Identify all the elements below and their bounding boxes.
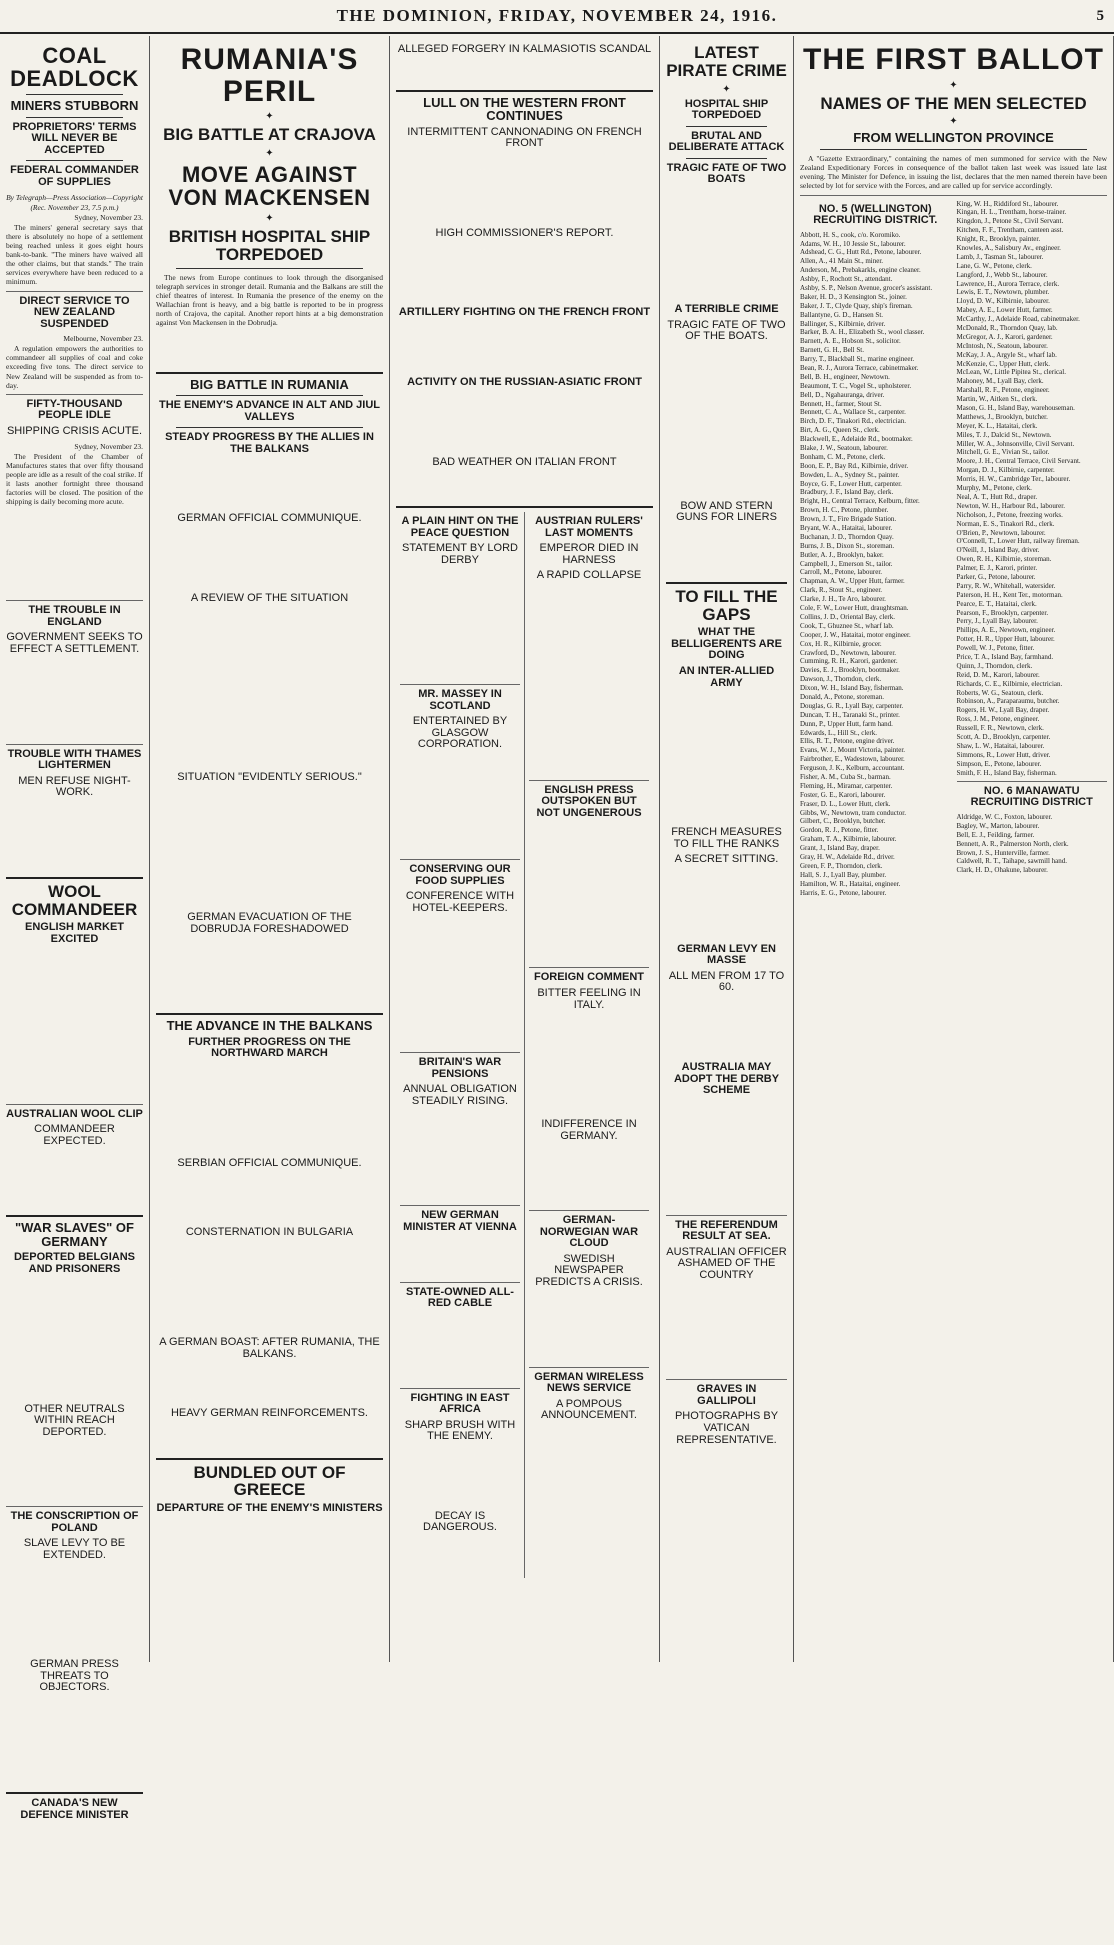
ballot-name-entry: Bennett, C. A., Wallace St., carpenter. (800, 408, 906, 417)
column-rumania: RUMANIA'S PERIL ✦ BIG BATTLE AT CRAJOVA ✦ MOVE AGAINST VON MACKENSEN ✦ BRITISH HOSPITAL SHIP TORPEDOED The news from Europe continues to look through the disorganised telegraph services in stronger detail. Rumania and the Balkans are still the chief theatres of interest. In Rumania the presence of the enemy on the Wallachian front is heavy, and a big battle is reported to be in progress north of Crajova, the capital. Another report hints at a big demonstration against Von Mackensen in the Dobrudja. BIG BATTLE IN RUMANIA THE ENEMY'S ADVANCE IN ALT AND JIUL VALLEYS STEADY PROGRESS BY THE ALLIES IN THE BALKANS GERMAN OFFICIAL COMMUNIQUE. A REVIEW OF THE SITUATION SITUATION "EVIDENTLY SERIOUS." GERMAN EVACUATION OF THE DOBRUDJA FORESHADOWED THE ADVANCE IN THE BALKANS FURTHER PROGRESS ON THE NORTHWARD MARCH SERBIAN OFFICIAL COMMUNIQUE. CONSTERNATION IN BULGARIA A GERMAN BOAST: AFTER RUMANIA, THE BALKANS. HEAVY GERMAN REINFORCEMENTS. BUNDLED OUT OF GREECE DEPARTURE OF THE ENEMY'S MINISTERS (150, 36, 390, 1662)
ballot-name-entry: Donald, A., Petone, storeman. (800, 692, 884, 701)
names-list-right (957, 200, 1108, 777)
ballot-name-entry: Hall, S. J., Lyall Bay, plumber. (800, 870, 887, 879)
ballot-name-entry: Cook, T., Ghuznee St., wharf lab. (800, 621, 894, 630)
ballot-name-entry: Phillips, A. E., Newtown, engineer. (956, 626, 1056, 635)
ballot-name-entry: Gilbert, C., Brooklyn, butcher. (800, 817, 886, 826)
ballot-name-entry: Grant, J., Island Bay, draper. (800, 844, 880, 853)
ballot-name-entry: Marshall, R. F., Petone, engineer. (956, 386, 1050, 395)
ballot-name-entry: Powell, W. J., Petone, fitter. (956, 644, 1035, 653)
ballot-name-entry: Simpson, E., Petone, labourer. (956, 759, 1042, 768)
ballot-name-entry: Miles, T. J., Dalcid St., Newtown. (956, 430, 1052, 439)
ballot-name-entry: Price, T. A., Island Bay, farmhand. (956, 652, 1054, 661)
ballot-name-entry: McKay, J. A., Argyle St., wharf lab. (956, 350, 1057, 359)
ballot-name-entry: O'Neill, J., Island Bay, driver. (956, 546, 1040, 555)
ballot-name-entry: Hamilton, W. R., Hataitai, engineer. (800, 879, 901, 888)
ballot-name-entry: Perry, J., Lyall Bay, labourer. (956, 617, 1038, 626)
ballot-name-entry: Bowden, L. A., Sydney St., painter. (800, 470, 900, 479)
ballot-name-entry: Ballantyne, G. D., Hansen St. (800, 310, 884, 319)
ballot-name-entry: Owen, R. H., Kilbirnie, storeman. (956, 555, 1052, 564)
subhead-federal: FEDERAL COMMANDER OF SUPPLIES (10, 164, 139, 189)
ballot-name-entry: Carroll, M., Petone, labourer. (800, 568, 883, 577)
ballot-name-entry: Pearson, F., Brooklyn, carpenter. (956, 608, 1049, 617)
ballot-name-entry: Adams, W. H., 10 Jessie St., labourer. (800, 239, 906, 248)
ballot-name-entry: Graham, T. A., Kilbirnie, labourer. (800, 835, 897, 844)
ballot-name-entry: Mason, G. H., Island Bay, warehouseman. (956, 404, 1075, 413)
ballot-name-entry: McCarthy, J., Adelaide Road, cabinetmaker. (956, 315, 1080, 324)
headline-coal-deadlock: COAL DEADLOCK (10, 43, 139, 92)
ballot-name-entry: Fisher, A. M., Cuba St., barman. (800, 772, 891, 781)
ballot-name-entry: Scott, A. D., Brooklyn, carpenter. (956, 732, 1051, 741)
ballot-name-entry: Campbell, J., Emerson St., tailor. (800, 559, 893, 568)
ballot-name-entry: Barnett, A. E., Hobson St., solicitor. (800, 337, 901, 346)
ballot-name-entry: Butler, A. J., Brooklyn, baker. (800, 550, 884, 559)
ballot-name-entry: Baker, H. D., 3 Kensington St., joiner. (800, 292, 907, 301)
ballot-name-entry: Blackwell, E., Adelaide Rd., bootmaker. (800, 435, 913, 444)
ballot-name-entry: Lloyd, D. W., Kilbirnie, labourer. (956, 297, 1050, 306)
ballot-name-entry: Kitchen, F. F., Trentham, canteen asst. (956, 226, 1064, 235)
headline-wool: WOOL COMMANDEER (11, 881, 138, 919)
ballot-name-entry: Matthews, J., Brooklyn, butcher. (956, 412, 1048, 421)
subhead-miners: MINERS STUBBORN (10, 98, 139, 114)
ballot-name-entry: Bradbury, J. F., Island Bay, clerk. (800, 488, 894, 497)
ballot-name-entry: Green, F. P., Thorndon, clerk. (800, 861, 883, 870)
ballot-name-entry: Chapman, A. W., Upper Hutt, farmer. (800, 577, 905, 586)
ballot-name-entry: Abbott, H. S., cook, c/o. Koromiko. (800, 230, 901, 239)
ballot-name-entry: Martin, W., Aitken St., clerk. (956, 395, 1038, 404)
masthead (0, 0, 1114, 34)
sub-columns: A PLAIN HINT ON THE PEACE QUESTION STATEMENT BY LORD DERBY MR. MASSEY IN SCOTLAND ENTERTAINED BY GLASGOW CORPORATION. CONSERVING OUR FOOD SUPPLIES CONFERENCE WITH HOTEL-KEEPERS. BRITAIN'S WAR PENSIONS ANNUAL OBLIGATION STEADILY RISING. NEW GERMAN MINISTER AT VIENNA STATE-OWNED ALL-RED CABLE FIGHTING IN EAST AFRICA SHARP BRUSH WITH THE ENEMY. DECAY IS DANGEROUS. AUSTRIAN RULERS' LAST MOMENTS EMPEROR DIED IN HARNESS A RAPID COLLAPSE ENGLISH PRESS OUTSPOKEN BUT NOT UNGENEROUS FOREIGN COMMENT BITTER FEELING IN ITALY. INDIFFERENCE IN GERMANY. GERMAN-NORWEGIAN WAR CLOUD SWEDISH NEWSPAPER PREDICTS A CRISIS. GERMAN WIRELESS NEWS SERVICE A POMPOUS ANNOUNCEMENT. (396, 512, 653, 1578)
ballot-name-entry: Ellis, R. T., Petone, engine driver. (800, 737, 895, 746)
ballot-name-entry: Bonham, C. M., Petone, clerk. (800, 452, 886, 461)
ballot-name-entry: Boyce, G. F., Lower Hutt, carpenter. (800, 479, 902, 488)
headline-first-ballot: THE FIRST BALLOT (803, 43, 1104, 76)
ballot-name-entry: Ballinger, S., Kilbirnie, driver. (800, 319, 886, 328)
ballot-name-entry: Simmons, R., Lower Hutt, driver. (956, 750, 1051, 759)
ballot-name-entry: Aldridge, W. C., Foxton, labourer. (956, 813, 1053, 822)
ballot-name-entry: Mabey, A. E., Lower Hutt, farmer. (956, 306, 1053, 315)
ballot-name-entry: Bean, R. J., Aurora Terrace, cabinetmaker. (800, 364, 919, 372)
ballot-name-entry: Fairbrother, E., Wadestown, labourer. (800, 755, 905, 764)
ballot-name-entry: Baker, J. T., Clyde Quay, ship's fireman. (800, 301, 913, 310)
column-pirate-crime: LATEST PIRATE CRIME ✦ HOSPITAL SHIP TORPEDOED BRUTAL AND DELIBERATE ATTACK TRAGIC FATE OF TWO BOATS A TERRIBLE CRIME TRAGIC FATE OF TWO OF THE BOATS. BOW AND STERN GUNS FOR LINERS TO FILL THE GAPS WHAT THE BELLIGERENTS ARE DOING AN INTER-ALLIED ARMY FRENCH MEASURES TO FILL THE RANKS A SECRET SITTING. GERMAN LEVY EN MASSE ALL MEN FROM 17 TO 60. AUSTRALIA MAY ADOPT THE DERBY SCHEME THE REFERENDUM RESULT AT SEA. AUSTRALIAN OFFICER ASHAMED OF THE COUNTRY GRAVES IN GALLIPOLI PHOTOGRAPHS BY VATICAN REPRESENTATIVE. (660, 36, 794, 1662)
names-list-left (800, 231, 951, 897)
ballot-name-entry: Richards, C. E., Kilbirnie, electrician. (956, 679, 1063, 688)
ballot-name-entry: Anderson, M., Prebakarkls, engine cleaner. (800, 266, 921, 275)
ballot-name-entry: Douglas, G. R., Lyall Bay, carpenter. (800, 701, 904, 710)
ballot-name-entry: Gordon, R. J., Petone, fitter. (800, 826, 879, 835)
ballot-name-entry: King, W. H., Riddiford St., labourer. (956, 199, 1059, 208)
ballot-name-entry: Reid, D. M., Karori, labourer. (956, 670, 1040, 679)
page-number: 5 (1096, 8, 1104, 24)
ballot-name-entry: Buchanan, J. D., Thorndon Quay. (800, 532, 894, 541)
ballot-name-entry: Pearce, E. T., Hataitai, clerk. (956, 599, 1037, 608)
ballot-name-entry: Dixon, W. H., Island Bay, fisherman. (800, 684, 904, 693)
ballot-name-entry: Birch, D. F., Tinakori Rd., electrician. (800, 417, 906, 426)
ballot-name-entry: Ashby, S. P., Nelson Avenue, grocer's assistant. (800, 283, 933, 292)
ballot-name-entry: Miller, W. A., Johnsonville, Civil Servant. (956, 439, 1075, 448)
ballot-name-entry: Russell, F. R., Newtown, clerk. (956, 724, 1044, 733)
column-western-front: ALLEGED FORGERY IN KALMASIOTIS SCANDAL LULL ON THE WESTERN FRONT CONTINUES INTERMITTENT CANNONADING ON FRENCH FRONT HIGH COMMISSIONER'S REPORT. ARTILLERY FIGHTING ON THE FRENCH FRONT ACTIVITY ON THE RUSSIAN-ASIATIC FRONT BAD WEATHER ON ITALIAN FRONT A PLAIN HINT ON THE PEACE QUESTION STATEMENT BY LORD DERBY MR. MASSEY IN SCOTLAND ENTERTAINED BY GLASGOW CORPORATION. CONSERVING OUR FOOD SUPPLIES CONFERENCE WITH HOTEL-KEEPERS. BRITAIN'S WAR PENSIONS ANNUAL OBLIGATION STEADILY RISING. NEW GERMAN MINISTER AT VIENNA STATE-OWNED ALL-RED CABLE FIGHTING IN EAST AFRICA SHARP BRUSH WITH THE ENEMY. DECAY IS DANGEROUS. AUSTRIAN RULERS' LAST MOMENTS EMPEROR DIED IN HARNESS A RAPID COLLAPSE ENGLISH PRESS OUTSPOKEN BUT NOT UNGENEROUS FOREIGN COMMENT BITTER FEELING IN ITALY. INDIFFERENCE IN GERMANY. GERMAN-NORWEGIAN WAR CLOUD SWEDISH NEWSPAPER PREDICTS A CRISIS. GERMAN WIRELESS NEWS SERVICE A POMPOUS ANNOUNCEMENT. (390, 36, 660, 1662)
ballot-name-entry: Lane, G. W., Petone, clerk. (956, 261, 1032, 270)
ballot-name-entry: Adshead, C. G., Hutt Rd., Petone, labourer. (800, 248, 922, 257)
ballot-name-entry: Robinson, A., Paraparaumu, butcher. (956, 697, 1060, 706)
ballot-name-entry: Burns, J. B., Dixon St., storeman. (800, 541, 895, 550)
ballot-name-entry: Lamb, J., Tasman St., labourer. (956, 252, 1044, 261)
ballot-name-entry: Bell, D., Ngahauranga, driver. (800, 390, 885, 399)
ballot-name-entry: Collins, J. D., Oriental Bay, clerk. (800, 612, 896, 621)
ballot-name-entry: Brown, J. S., Hunterville, farmer. (956, 848, 1050, 857)
ballot-name-entry: Bennett, H., farmer, Stout St. (800, 399, 882, 408)
ballot-name-entry: Dunn, P., Upper Hutt, farm hand. (800, 719, 893, 728)
ballot-name-entry: Ashby, F., Rochott St., attendant. (800, 275, 893, 284)
ballot-name-entry: McDonald, R., Thorndon Quay, lab. (956, 324, 1058, 333)
ballot-name-entry: Foster, G. E., Karori, labourer. (800, 790, 886, 799)
column-first-ballot: THE FIRST BALLOT ✦ NAMES OF THE MEN SELECTED ✦ FROM WELLINGTON PROVINCE A "Gazette Extraordinary," containing the names of men summoned for service with the New Zealand Expeditionary Forces in consequence of the ballot taken last week was issued late last evening. The Minister for Defence, in issuing the list, declares that the men named therein have been selected by lot for service with the Forces, and are called up for service accordingly. NO. 5 (WELLINGTON) RECRUITING DISTRICT. Abbott, H. S., cook, c/o. Koromiko. Adams, W. H., 10 Jessie St., labourer. Adshead, C. G., Hutt Rd., Petone, labourer. Allen, A., 41 Main St., miner. Anderson, M., Prebakarkls, engine cleaner. Ashby, F., Rochott St., attendant. Ashby, S. P., Nelson Avenue, grocer's assistant. Baker, H. D., 3 Kensington St., joiner. Baker, J. T., Clyde Quay, ship's fireman. Ballantyne, G. D., Hansen St. Ballinger, S., Kilbirnie, driver. Barker, B. A. H., Elizabeth St., wool classer. Barnett, A. E., Hobson St., solicitor. Barnett, G. H., Bell St. Barry, T., Blackball St., marine engineer. Bean, R. J., Aurora Terrace, cabinetmaker. Bell, B. H., engineer, Newtown. Beaumont, T. C., Vogel St., upholsterer. Bell, D., Ngahauranga, driver. Bennett, H., farmer, Stout St. Bennett, C. A., Wallace St., carpenter. Birch, D. F., Tinakori Rd., electrician. Birt, A. G., Queen St., clerk. Blackwell, E., Adelaide Rd., bootmaker. Blake, J. W., Seatoun, labourer. Bonham, C. M., Petone, clerk. Boon, E. P., Bay Rd., Kilbirnie, driver. Bowden, L. A., Sydney St., painter. Boyce, G. F., Lower Hutt, carpenter. Bradbury, J. F., Island Bay, clerk. Bright, H., Central Terrace, Kelburn, fitter. Brown, H. C., Petone, plumber. Brown, J. T., Fire Brigade Station. Bryant, W. A., Hataitai, labourer. Buchanan, J. D., Thorndon Quay. Burns, J. B., Dixon St., storeman. Butler, A. J., Brooklyn, baker. Campbell, J., Emerson St., tailor. Carroll, M., Petone, labourer. Chapman, A. W., Upper Hutt, farmer. Clark, R., Stout St., engineer. Clarke, J. H., Te Aro, labourer. Cole, F. W., Lower Hutt, draughtsman. Collins, J. D., Oriental Bay, clerk. Cook, T., Ghuznee St., wharf lab. Cooper, J. W., Hataitai, motor engineer. Cox, H. R., Kilbirnie, grocer. Crawford, D., Newtown, labourer. Cumming, R. H., Karori, gardener. Davies, E. J., Brooklyn, bootmaker. Dawson, J., Thorndon, clerk. Dixon, W. H., Island Bay, fisherman. Donald, A., Petone, storeman. Douglas, G. R., Lyall Bay, carpenter. Duncan, T. H., Taranaki St., printer. Dunn, P., Upper Hutt, farm hand. Edwards, L., Hill St., clerk. Ellis, R. T., Petone, engine driver. Evans, W. J., Mount Victoria, painter. Fairbrother, E., Wadestown, labourer. Ferguson, J. K., Kelburn, accountant. Fisher, A. M., Cuba St., barman. Fleming, H., Miramar, carpenter. Foster, G. E., Karori, labourer. Fraser, D. L., Lower Hutt, clerk. Gibbs, W., Newtown, tram conductor. Gilbert, C., Brooklyn, butcher. Gordon, R. J., Petone, fitter. Graham, T. A., Kilbirnie, labourer. Grant, J., Island Bay, draper. Gray, H. W., Adelaide Rd., driver. Green, F. P., Thorndon, clerk. Hall, S. J., Lyall Bay, plumber. Hamilton, W. R., Hataitai, engineer. Harris, E. G., Petone, labourer. King, W. H., Riddiford St., labourer. Kingan, H. L., Trentham, horse-trainer. Kingdon, J., Petone St., Civil Servant. Kitchen, F. F., Trentham, canteen asst. Knight, R., Brooklyn, painter. Knowles, A., Salisbury Av., engineer. Lamb, J., Tasman St., labourer. Lane, G. W., Petone, clerk. Langford, J., Webb St., labourer. Lawrence, H., Aurora Terrace, clerk. Lewis, E. T., Newtown, plumber. Lloyd, D. W., Kilbirnie, labourer. Mabey, A. E., Lower Hutt, farmer. McCarthy, J., Adelaide Road, cabinetmaker. McDonald, R., Thorndon Quay, lab. McGregor, A. J., Karori, gardener. McIntosh, N., Seatoun, labourer. McKay, J. A., Argyle St., wharf lab. McKenzie, C., Upper Hutt, clerk. McLean, W., Little Pipitea St., clerical. Mahoney, M., Lyall Bay, clerk. Marshall, R. F., Petone, engineer. Martin, W., Aitken St., clerk. Mason, G. H., Island Bay, warehouseman. Matthews, J., Brooklyn, butcher. Meyer, K. L., Hataitai, clerk. Miles, T. J., Dalcid St., Newtown. Miller, W. A., Johnsonville, Civil Servant. Mitchell, G. E., Vivian St., tailor. Moore, J. H., Central Terrace, Civil Servant. Morgan, D. J., Kilbirnie, carpenter. Morris, H. W., Cambridge Ter., labourer. Murphy, M., Petone, clerk. Neal, A. T., Hutt Rd., draper. Newton, W. H., Harbour Rd., labourer. Nicholson, J., Petone, freezing works. Norman, E. S., Tinakori Rd., clerk. O'Brien, P., Newtown, labourer. O'Connell, T., Lower Hutt, railway fireman. O'Neill, J., Island Bay, driver. Owen, R. H., Kilbirnie, storeman. Palmer, E. J., Karori, printer. Parker, G., Petone, labourer. Parry, R. W., Whitehall, watersider. Paterson, H. H., Kent Ter., motorman. Pearce, E. T., Hataitai, clerk. Pearson, F., Brooklyn, carpenter. Perry, J., Lyall Bay, labourer. Phillips, A. E., Newtown, engineer. Potter, H. R., Upper Hutt, labourer. Powell, W. J., Petone, fitter. Price, T. A., Island Bay, farmhand. Quinn, J., Thorndon, clerk. Reid, D. M., Karori, labourer. Richards, C. E., Kilbirnie, electrician. Roberts, W. G., Seatoun, clerk. Robinson, A., Paraparaumu, butcher. Rogers, H. W., Lyall Bay, draper. Ross, J. M., Petone, engineer. Russell, F. R., Newtown, clerk. Scott, A. D., Brooklyn, carpenter. Shaw, L. W., Hataitai, labourer. Simmons, R., Lower Hutt, driver. Simpson, E., Petone, labourer. Smith, F. H., Island Bay, fisherman. NO. 6 MANAWATU RECRUITING DISTRICT Aldridge, W. C., Foxton, labourer. Bagley, W., Marton, labourer. Bell, E. J., Feilding, farmer. Bennett, A. R., Palmerston North, clerk. Brown, J. S., Hunterville, farmer. Caldwell, R. T., Taihape, sawmill hand. Clark, H. D., Ohakune, labourer. (794, 36, 1114, 1662)
ballot-name-entry: Ross, J. M., Petone, engineer. (956, 715, 1040, 724)
ballot-name-entry: Mahoney, M., Lyall Bay, clerk. (956, 377, 1044, 386)
ballot-name-entry: McIntosh, N., Seatoun, labourer. (956, 341, 1048, 350)
ballot-name-entry: Neal, A. T., Hutt Rd., draper. (956, 492, 1038, 501)
ballot-name-entry: Brown, J. T., Fire Brigade Station. (800, 515, 897, 524)
ballot-name-entry: Mitchell, G. E., Vivian St., tailor. (956, 448, 1050, 457)
column-coal-deadlock: COAL DEADLOCK MINERS STUBBORN PROPRIETORS' TERMS WILL NEVER BE ACCEPTED FEDERAL COMMANDER OF SUPPLIES By Telegraph—Press Association—Copyright (Rec. November 23, 7.5 p.m.) Sydney, November 23. The miners' general secretary says that there is absolutely no hope of a settlement being reached unless it goes eight hours bank-to-bank. "The miners have waived all the other claims, but that stands." The train services everywhere have been reduced to a minimum. DIRECT SERVICE TO NEW ZEALAND SUSPENDED Melbourne, November 23. A regulation empowers the authorities to commandeer all supplies of coal and coke exceeding five tons. The direct service to New Zealand will be suspended as from to-day. FIFTY-THOUSAND PEOPLE IDLE SHIPPING CRISIS ACUTE. Sydney, November 23. The President of the Chamber of Manufactures states that over fifty thousand people are idle as a result of the coal strike. If it lasts another fortnight three thousand factories will be closed. The position of the shipping is daily becoming more acute. THE TROUBLE IN ENGLAND GOVERNMENT SEEKS TO EFFECT A SETTLEMENT. TROUBLE WITH THAMES LIGHTERMEN MEN REFUSE NIGHT-WORK. WOOL COMMANDEER ENGLISH MARKET EXCITED AUSTRALIAN WOOL CLIP COMMANDEER EXPECTED. "WAR SLAVES" OF GERMANY DEPORTED BELGIANS AND PRISONERS OTHER NEUTRALS WITHIN REACH DEPORTED. THE CONSCRIPTION OF POLAND SLAVE LEVY TO BE EXTENDED. GERMAN PRESS THREATS TO OBJECTORS. CANADA'S NEW DEFENCE MINISTER (0, 36, 150, 1662)
ballot-name-entry: Barnett, G. H., Bell St. (800, 346, 864, 355)
article-text: The miners' general secretary says that there is absolutely no hope of a settlement being reached unless it goes eight hours bank-to-bank. "The miners have waived all the other claims, but that stands." The train services everywhere have been reduced to a minimum. (6, 222, 143, 287)
ballot-name-entry: Bennett, A. R., Palmerston North, clerk. (956, 839, 1069, 848)
ballot-name-entry: Shaw, L. W., Hataitai, labourer. (956, 741, 1045, 750)
ballot-name-entry: Crawford, D., Newtown, labourer. (800, 648, 897, 657)
ballot-name-entry: Murphy, M., Petone, clerk. (956, 484, 1032, 493)
ballot-name-entry: Barker, B. A. H., Elizabeth St., wool classer. (800, 328, 925, 337)
ballot-name-entry: Ferguson, J. K., Kelburn, accountant. (800, 764, 905, 773)
ballot-name-entry: Edwards, L., Hill St., clerk. (800, 728, 877, 737)
ballot-name-entry: Norman, E. S., Tinakori Rd., clerk. (956, 519, 1055, 528)
ballot-name-entry: Cole, F. W., Lower Hutt, draughtsman. (800, 604, 909, 613)
headline-rumania: RUMANIA'S PERIL (180, 43, 359, 108)
ballot-name-entry: McKenzie, C., Upper Hutt, clerk. (956, 359, 1050, 368)
ballot-name-entry: Evans, W. J., Mount Victoria, painter. (800, 746, 906, 755)
ballot-name-entry: Knight, R., Brooklyn, painter. (956, 235, 1041, 244)
ballot-name-entry: Clark, H. D., Ohakune, labourer. (956, 866, 1048, 875)
ballot-name-entry: Clark, R., Stout St., engineer. (800, 586, 883, 595)
ballot-name-entry: McGregor, A. J., Karori, gardener. (956, 332, 1053, 341)
article-lead: The news from Europe continues to look through the disorganised telegraph services in stronger detail. Rumania and the Balkans are still the chief theatres of interest. In Rumania the presence of the enemy on the Wallachian front is heavy, and a big battle is reported to be in progress north of Crajova, the capital. Another report hints at a big demonstration against Von Mackensen in the Dobrudja. (156, 272, 383, 328)
ballot-name-entry: Bright, H., Central Terrace, Kelburn, fitter. (800, 497, 920, 506)
ballot-name-entry: O'Connell, T., Lower Hutt, railway fireman. (956, 537, 1080, 546)
ballot-name-entry: Beaumont, T. C., Vogel St., upholsterer. (800, 381, 912, 390)
names-list-manawatu (957, 813, 1108, 875)
ballot-name-entry: Bryant, W. A., Hataitai, labourer. (800, 524, 893, 533)
ballot-name-entry: Smith, F. H., Island Bay, fisherman. (956, 768, 1057, 777)
ballot-name-entry: Cox, H. R., Kilbirnie, grocer. (800, 639, 882, 648)
ballot-name-entry: O'Brien, P., Newtown, labourer. (956, 528, 1046, 537)
masthead-title: THE DOMINION, FRIDAY, NOVEMBER 24, 1916. (336, 6, 778, 25)
ballot-name-entry: Bagley, W., Marton, labourer. (956, 821, 1040, 830)
ballot-name-entry: Brown, H. C., Petone, plumber. (800, 506, 889, 515)
ballot-name-entry: Palmer, E. J., Karori, printer. (956, 564, 1038, 573)
ballot-name-entry: Caldwell, R. T., Taihape, sawmill hand. (956, 857, 1068, 866)
ballot-name-entry: Rogers, H. W., Lyall Bay, draper. (956, 706, 1050, 715)
ballot-name-entry: Harris, E. G., Petone, labourer. (800, 888, 887, 897)
ballot-name-entry: Newton, W. H., Harbour Rd., labourer. (956, 501, 1065, 510)
ballot-name-entry: Fraser, D. L., Lower Hutt, clerk. (800, 799, 891, 808)
ballot-name-entry: Morgan, D. J., Kilbirnie, carpenter. (956, 466, 1055, 475)
ballot-name-entry: Davies, E. J., Brooklyn, bootmaker. (800, 666, 900, 675)
ballot-name-entry: Lewis, E. T., Newtown, plumber. (956, 288, 1050, 297)
ballot-name-entry: Allen, A., 41 Main St., miner. (800, 257, 884, 266)
ballot-name-entry: Gray, H. W., Adelaide Rd., driver. (800, 852, 895, 861)
ballot-name-entry: Meyer, K. L., Hataitai, clerk. (956, 421, 1038, 430)
ballot-name-entry: Duncan, T. H., Taranaki St., printer. (800, 710, 900, 719)
ballot-name-entry: Cumming, R. H., Karori, gardener. (800, 657, 898, 666)
ballot-intro: A "Gazette Extraordinary," containing the names of men summoned for service with the New Zealand Expeditionary Forces in consequence of the ballot taken last week was issued late last evening. The Minister for Defence, in issuing the list, declares that the men named therein have been selected by lot for service with the Forces, and are called up for service accordingly. (800, 153, 1107, 191)
ballot-name-entry: Clarke, J. H., Te Aro, labourer. (800, 595, 886, 604)
ballot-name-entry: Moore, J. H., Central Terrace, Civil Servant. (956, 457, 1081, 466)
ballot-name-entry: Boon, E. P., Bay Rd., Kilbirnie, driver. (800, 461, 909, 470)
ballot-name-entry: Paterson, H. H., Kent Ter., motorman. (956, 590, 1063, 599)
ballot-name-entry: Barry, T., Blackball St., marine engineer. (800, 355, 915, 364)
ballot-name-entry: Fleming, H., Miramar, carpenter. (800, 781, 893, 790)
ballot-name-entry: McLean, W., Little Pipitea St., clerical. (956, 368, 1066, 377)
ballot-name-entry: Parker, G., Petone, labourer. (956, 572, 1036, 581)
ballot-name-entry: Gibbs, W., Newtown, tram conductor. (800, 808, 906, 817)
ballot-name-entry: Cooper, J. W., Hataitai, motor engineer. (800, 630, 911, 639)
ballot-name-entry: Bell, B. H., engineer, Newtown. (800, 372, 890, 381)
ballot-name-entry: Langford, J., Webb St., labourer. (956, 270, 1048, 279)
ballot-name-entry: Roberts, W. G., Seatoun, clerk. (956, 688, 1044, 697)
ballot-name-entry: Nicholson, J., Petone, freezing works. (956, 510, 1063, 519)
ballot-name-entry: Dawson, J., Thorndon, clerk. (800, 675, 882, 684)
ballot-name-entry: Blake, J. W., Seatoun, labourer. (800, 444, 888, 453)
ballot-name-entry: Knowles, A., Salisbury Av., engineer. (956, 244, 1061, 252)
ballot-name-entry: Potter, H. R., Upper Hutt, labourer. (956, 635, 1055, 644)
headline-pirate-crime: LATEST PIRATE CRIME (666, 43, 787, 80)
ballot-name-entry: Kingdon, J., Petone St., Civil Servant. (956, 217, 1064, 226)
ballot-name-entry: Kingan, H. L., Trentham, horse-trainer. (956, 208, 1067, 217)
ballot-name-entry: Morris, H. W., Cambridge Ter., labourer. (956, 475, 1071, 484)
ballot-name-entry: Parry, R. W., Whitehall, watersider. (956, 581, 1056, 590)
subhead-proprietors: PROPRIETORS' TERMS WILL NEVER BE ACCEPTED (12, 120, 137, 156)
ballot-name-entry: Lawrence, H., Aurora Terrace, clerk. (956, 279, 1060, 288)
ballot-name-entry: Birt, A. G., Queen St., clerk. (800, 426, 880, 435)
ballot-name-entry: Quinn, J., Thorndon, clerk. (956, 661, 1033, 670)
ballot-name-entry: Bell, E. J., Feilding, farmer. (956, 830, 1035, 839)
